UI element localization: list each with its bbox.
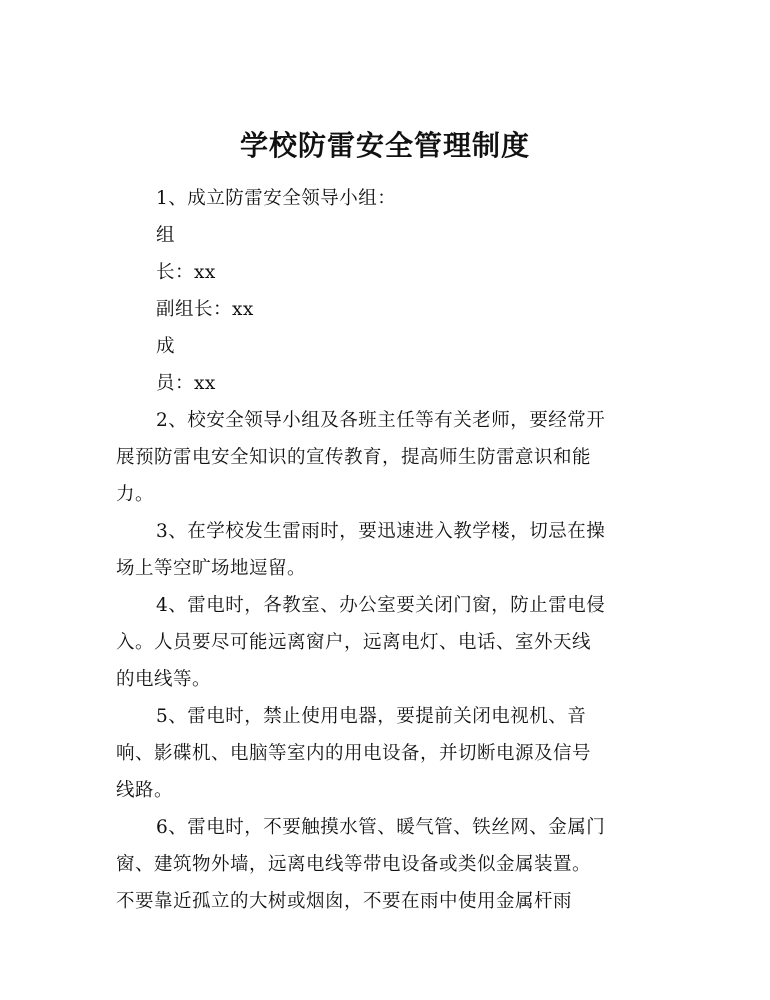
text-line: 不要靠近孤立的大树或烟囱，不要在雨中使用金属杆雨	[116, 891, 573, 912]
text-line: 3、在学校发生雷雨时，要迅速进入教学楼，切忌在操	[156, 521, 606, 542]
text-line: 响、影碟机、电脑等室内的用电设备，并切断电源及信号	[116, 743, 592, 764]
text-line: 线路。	[116, 780, 174, 801]
text-line: 入。人员要尽可能远离窗户，远离电灯、电话、室外天线	[116, 632, 592, 653]
text-line: 组	[156, 225, 176, 246]
text-line: 员：xx	[156, 373, 216, 394]
text-line: 1、成立防雷安全领导小组：	[156, 188, 397, 209]
text-line: 2、校安全领导小组及各班主任等有关老师，要经常开	[156, 410, 606, 431]
document-body	[116, 180, 646, 920]
text-line: 窗、建筑物外墙，远离电线等带电设备或类似金属装置。	[116, 854, 592, 875]
text-line: 4、雷电时，各教室、办公室要关闭门窗，防止雷电侵	[156, 595, 606, 616]
text-line: 副组长：xx	[156, 299, 254, 320]
document-title: 学校防雷安全管理制度	[239, 129, 530, 162]
text-line: 成	[156, 336, 176, 357]
text-line: 长：xx	[156, 262, 216, 283]
text-line: 场上等空旷场地逗留。	[116, 558, 307, 579]
text-line: 力。	[116, 484, 155, 505]
text-line: 展预防雷电安全知识的宣传教育，提高师生防雷意识和能	[116, 447, 592, 468]
text-line: 5、雷电时，禁止使用电器，要提前关闭电视机、音	[156, 706, 587, 727]
text-line: 6、雷电时，不要触摸水管、暖气管、铁丝网、金属门	[156, 817, 606, 838]
text-line: 的电线等。	[116, 669, 212, 690]
